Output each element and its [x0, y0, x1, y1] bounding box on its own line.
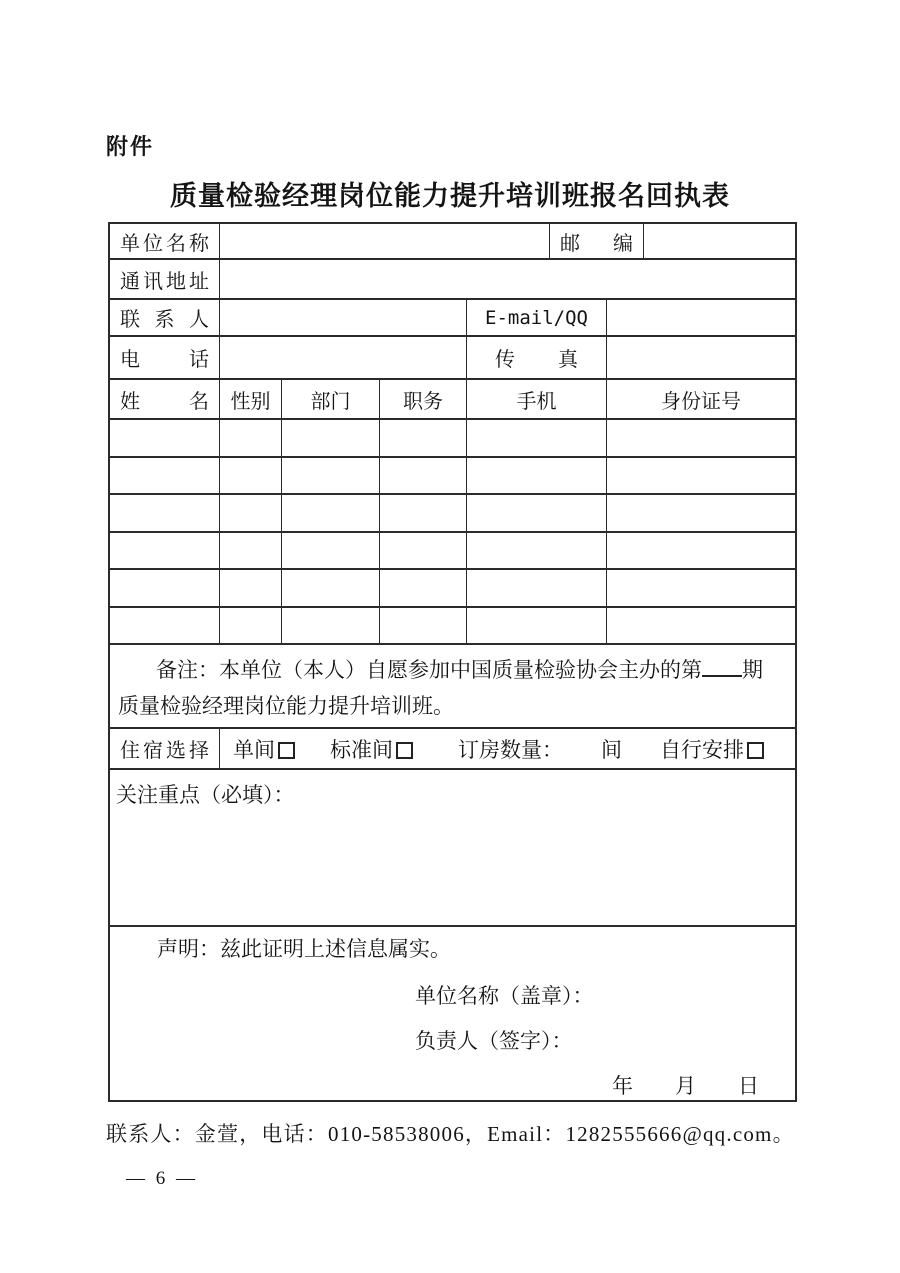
roster-gender-input[interactable] [220, 608, 282, 644]
roster-position-input[interactable] [380, 495, 467, 531]
roster-position-input[interactable] [380, 533, 467, 569]
remarks-line2: 质量检验经理岗位能力提升培训班。 [118, 694, 454, 718]
roster-gender-input[interactable] [220, 420, 282, 456]
self-arrange-checkbox[interactable] [747, 742, 764, 759]
unit-name-label [110, 224, 220, 258]
declaration-cell [110, 927, 795, 1104]
email-qq-input[interactable] [607, 300, 795, 335]
phone-label-text: 电话 [120, 349, 209, 371]
roster-name-input[interactable] [110, 495, 220, 531]
email-qq-label: E-mail/QQ [467, 300, 607, 335]
remarks-cell [110, 645, 795, 727]
remarks-row [110, 645, 795, 729]
roster-id-number-input[interactable] [607, 570, 795, 606]
session-number-blank[interactable] [702, 675, 742, 677]
date-label: 年 月 日 [612, 1074, 759, 1098]
roster-gender-input[interactable] [220, 458, 282, 494]
roster-id-number-input[interactable] [607, 495, 795, 531]
footer-contact-info: 联系人：金萱，电话：010-58538006，Email：1282555666@qq.com。 [106, 1122, 795, 1146]
page-number: — 6 — [126, 1168, 198, 1189]
roster-header-id-number: 身份证号 [661, 390, 741, 413]
roster-name-input[interactable] [110, 458, 220, 494]
postal-code-label [550, 224, 644, 258]
remarks-text-after-blank: 期 [742, 658, 763, 682]
address-label-text: 通讯地址 [120, 270, 209, 293]
roster-department-input[interactable] [282, 570, 380, 606]
roster-empty-row [110, 533, 795, 571]
roster-header-name [110, 380, 220, 418]
roster-mobile-input[interactable] [467, 420, 607, 456]
roster-mobile-input[interactable] [467, 570, 607, 606]
row-address [110, 260, 795, 300]
attachment-label: 附件 [106, 134, 155, 159]
roster-empty-row [110, 570, 795, 608]
roster-gender-input[interactable] [220, 570, 282, 606]
roster-empty-row [110, 608, 795, 646]
row-contact-person [110, 300, 795, 337]
phone-input[interactable] [220, 337, 467, 378]
contact-person-input[interactable] [220, 300, 467, 335]
standard-room-option [330, 734, 413, 764]
roster-position-input[interactable] [380, 570, 467, 606]
self-arrange-option [660, 734, 764, 764]
roster-header-gender: 性别 [220, 380, 282, 418]
focus-label: 关注重点（必填）： [116, 783, 295, 807]
roster-empty-rows [110, 420, 795, 645]
roster-department-input[interactable] [282, 533, 380, 569]
postal-code-input[interactable] [644, 224, 795, 258]
standard-room-checkbox[interactable] [396, 742, 413, 759]
fax-input[interactable] [607, 337, 795, 378]
postal-code-label-text: 邮编 [560, 232, 633, 255]
row-phone-fax [110, 337, 795, 380]
roster-mobile-input[interactable] [467, 458, 607, 494]
roster-department-input[interactable] [282, 495, 380, 531]
focus-row [110, 770, 795, 927]
declaration-row [110, 927, 795, 1104]
single-room-label: 单间 [233, 737, 275, 762]
roster-position-input[interactable] [380, 420, 467, 456]
roster-name-input[interactable] [110, 608, 220, 644]
accommodation-row [110, 729, 795, 770]
declaration-statement: 声明：兹此证明上述信息属实。 [157, 937, 451, 961]
roster-gender-input[interactable] [220, 533, 282, 569]
fax-label-text: 传真 [495, 349, 578, 371]
roster-position-input[interactable] [380, 608, 467, 644]
remarks-text-before-blank: 备注：本单位（本人）自愿参加中国质量检验协会主办的第 [156, 658, 702, 682]
roster-id-number-input[interactable] [607, 420, 795, 456]
booking-count-label: 订房数量： [458, 737, 563, 762]
address-input[interactable] [220, 260, 795, 298]
roster-mobile-input[interactable] [467, 608, 607, 644]
unit-name-input[interactable] [220, 224, 550, 258]
standard-room-label: 标准间 [330, 737, 393, 762]
document-title: 质量检验经理岗位能力提升培训班报名回执表 [170, 181, 730, 211]
roster-header-name-text: 姓名 [120, 390, 209, 413]
roster-empty-row [110, 495, 795, 533]
unit-name-label-text: 单位名称 [120, 232, 209, 255]
roster-header-row [110, 380, 795, 420]
accommodation-label [110, 729, 220, 768]
phone-label [110, 337, 220, 378]
booking-unit-suffix: 间 [601, 737, 622, 762]
single-room-option [233, 734, 295, 764]
roster-id-number-input[interactable] [607, 608, 795, 644]
contact-person-label [110, 300, 220, 335]
remarks-line1 [118, 652, 787, 688]
roster-department-input[interactable] [282, 608, 380, 644]
contact-person-label-text: 联系人 [120, 309, 209, 331]
roster-header-mobile: 手机 [467, 380, 607, 418]
roster-name-input[interactable] [110, 420, 220, 456]
single-room-checkbox[interactable] [278, 742, 295, 759]
roster-id-number-input[interactable] [607, 458, 795, 494]
self-arrange-label: 自行安排 [660, 737, 744, 762]
roster-name-input[interactable] [110, 533, 220, 569]
row-unit-name [110, 224, 795, 260]
roster-mobile-input[interactable] [467, 495, 607, 531]
accommodation-options [220, 729, 795, 768]
address-label [110, 260, 220, 298]
focus-input-area[interactable] [110, 770, 795, 925]
roster-id-number-input[interactable] [607, 533, 795, 569]
roster-header-position: 职务 [380, 380, 467, 418]
roster-empty-row [110, 458, 795, 496]
registration-form-table [108, 222, 797, 1102]
roster-name-input[interactable] [110, 570, 220, 606]
roster-empty-row [110, 420, 795, 458]
unit-seal-label: 单位名称（盖章）： [415, 984, 594, 1008]
signer-label: 负责人（签字）： [415, 1029, 573, 1053]
roster-department-input[interactable] [282, 420, 380, 456]
roster-mobile-input[interactable] [467, 533, 607, 569]
roster-position-input[interactable] [380, 458, 467, 494]
roster-header-department: 部门 [282, 380, 380, 418]
roster-department-input[interactable] [282, 458, 380, 494]
accommodation-label-text: 住宿选择 [120, 740, 209, 762]
roster-gender-input[interactable] [220, 495, 282, 531]
fax-label [467, 337, 607, 378]
